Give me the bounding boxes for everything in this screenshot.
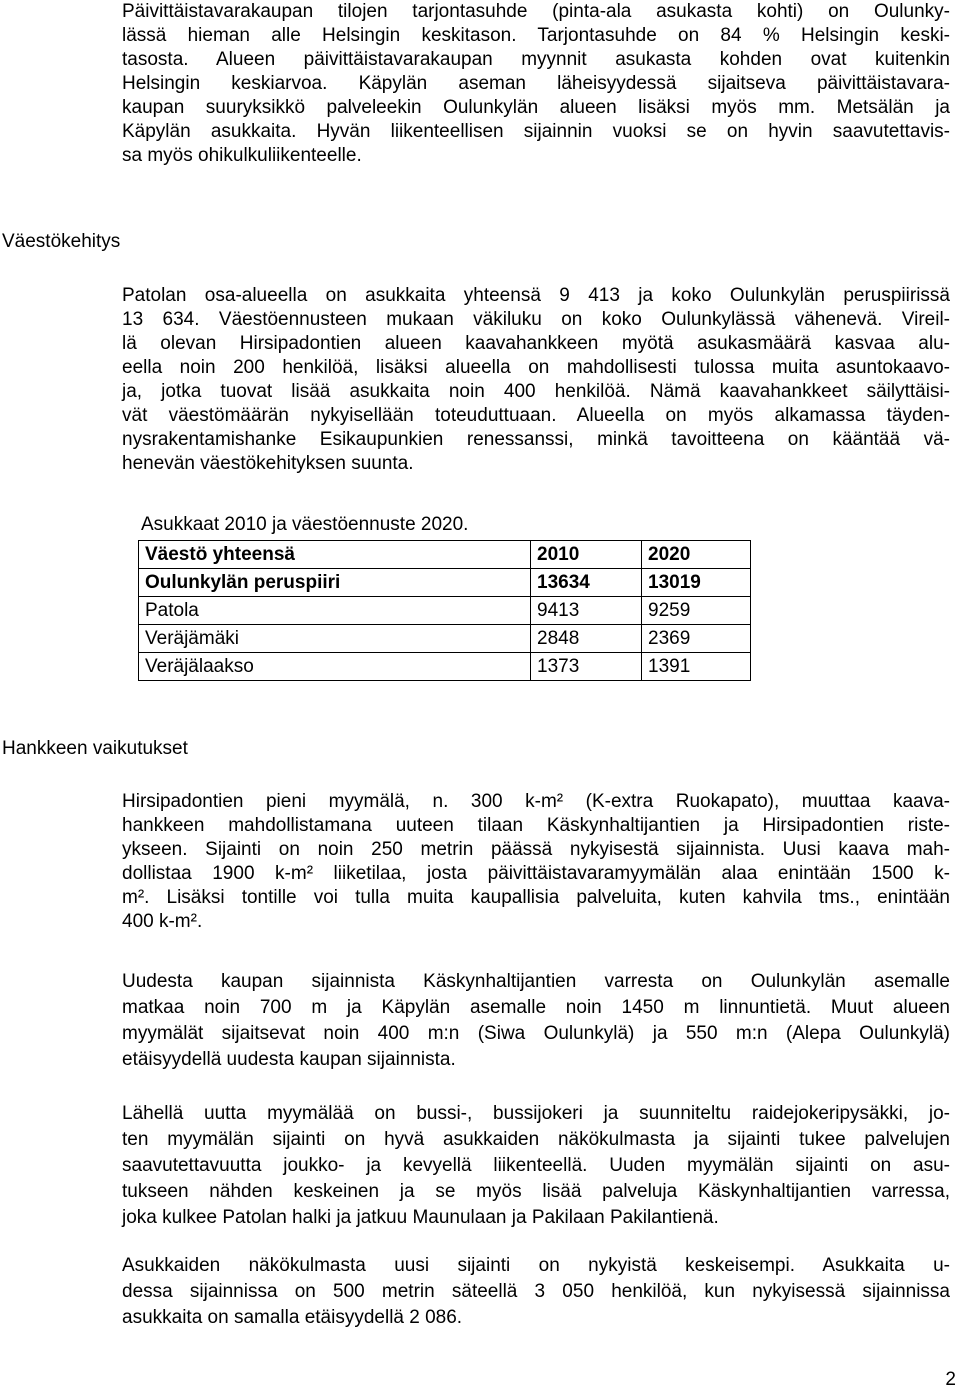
page-number: 2 (945, 1369, 956, 1390)
text-line: Päivittäistavarakaupan tilojen tarjontasuhde (pinta-ala asukasta kohti) on Oulunky- (122, 1, 950, 22)
section-heading-population: Väestökehitys (2, 231, 121, 252)
table-cell: Oulunkylän peruspiiri (139, 569, 531, 597)
text-line: Asukkaiden näkökulmasta uusi sijainti on nykyistä keskeisempi. Asukkaita u- (122, 1255, 950, 1276)
text-line: 400 k-m². (122, 911, 203, 932)
text-line: matkaa noin 700 m ja Käpylän asemalle noin 1450 m linnuntietä. Muut alueen (122, 997, 950, 1018)
table-cell: 2020 (642, 541, 751, 569)
text-line: hankkeen mahdollistamana uuteen tilaan Käskynhaltijantien ja Hirsipadontien riste- (122, 815, 950, 836)
table-row (139, 625, 751, 653)
table-header-row (139, 541, 751, 569)
table-cell: 2848 (531, 625, 642, 653)
text-line: Hirsipadontien pieni myymälä, n. 300 k-m² (K-extra Ruokapato), muuttaa kaava- (122, 791, 950, 812)
text-line: Patolan osa-alueella on asukkaita yhteensä 9 413 ja koko Oulunkylän peruspiirissä (122, 285, 950, 306)
text-line: eella noin 200 henkilöä, lisäksi alueella on mahdollisesti tulossa muita asuntokaavo- (122, 357, 950, 378)
table-row (139, 569, 751, 597)
text-line: m². Lisäksi tontille voi tulla muita kaupallisia palveluita, kuten kahvila tms., enintään (122, 887, 950, 908)
text-line: dessa sijainnissa on 500 metrin säteellä 3 050 henkilöä, kun nykyisessä sijainnissa (122, 1281, 950, 1302)
text-line: etäisyydellä uudesta kaupan sijainnista. (122, 1049, 456, 1070)
text-line: Lähellä uutta myymälää on bussi-, bussijokeri ja suunniteltu raidejokeripysäkki, jo- (122, 1103, 950, 1124)
text-line: tasosta. Alueen päivittäistavarakaupan myynnit asukasta kohden ovat kuitenkin (122, 49, 950, 70)
text-line: asukkaita on samalla etäisyydellä 2 086. (122, 1307, 463, 1328)
table-row (139, 653, 751, 681)
text-line: ten myymälän sijainti on hyvä asukkaiden näkökulmasta ja sijainti tukee palvelujen (122, 1129, 950, 1150)
text-line: lässä hieman alle Helsingin keskitason. Tarjontasuhde on 84 % Helsingin keski- (122, 25, 950, 46)
text-line: lä olevan Hirsipadontien alueen kaavahankkeen myötä asukasmäärä kasvaa alu- (122, 333, 950, 354)
table-cell: 1391 (642, 653, 751, 681)
table-caption: Asukkaat 2010 ja väestöennuste 2020. (141, 514, 469, 535)
text-line: Uudesta kaupan sijainnista Käskynhaltijantien varresta on Oulunkylän asemalle (122, 971, 950, 992)
text-line: Käpylän asukkaita. Hyvän liikenteellisen sijainnin vuoksi se on hyvin saavutettavis- (122, 121, 950, 142)
section-heading-impacts: Hankkeen vaikutukset (2, 738, 188, 759)
table-cell: 13019 (642, 569, 751, 597)
text-line: tukseen nähden keskeinen ja se myös lisää palveluja Käskynhaltijantien varressa, (122, 1181, 950, 1202)
table-cell: Veräjämäki (139, 625, 531, 653)
table-cell: 9413 (531, 597, 642, 625)
table-cell: 2010 (531, 541, 642, 569)
table-cell: Patola (139, 597, 531, 625)
table-cell: 9259 (642, 597, 751, 625)
text-line: sa myös ohikulkuliikenteelle. (122, 145, 362, 166)
text-line: nysrakentamishanke Esikaupunkien renessanssi, minkä tavoitteena on kääntää vä- (122, 429, 950, 450)
table-cell: 13634 (531, 569, 642, 597)
text-line: joka kulkee Patolan halki ja jatkuu Maunulaan ja Pakilaan Pakilantienä. (122, 1207, 719, 1228)
text-line: 13 634. Väestöennusteen mukaan väkiluku on koko Oulunkylässä vähenevä. Vireil- (122, 309, 950, 330)
text-line: saavutettavuutta joukko- ja kevyellä liikenteellä. Uuden myymälän sijainti on asu- (122, 1155, 950, 1176)
text-line: kaupan suuryksikkö palveleekin Oulunkylän alueen lisäksi myös mm. Metsälän ja (122, 97, 950, 118)
text-line: ja, jotka tuovat lisää asukkaita noin 400 henkilöä. Nämä kaavahankkeet säilyttäisi- (122, 381, 950, 402)
table-cell: 2369 (642, 625, 751, 653)
population-table (138, 540, 751, 681)
table-cell: Väestö yhteensä (139, 541, 531, 569)
text-line: vät väestömäärän nykyisellään toteuduttuaan. Alueella on myös alkamassa täyden- (122, 405, 950, 426)
text-line: Helsingin keskiarvoa. Käpylän aseman läheisyydessä sijaitseva päivittäistavara- (122, 73, 950, 94)
text-line: dollistaa 1900 k-m² liiketilaa, josta päivittäistavaramyymälän alaa enintään 1500 k- (122, 863, 950, 884)
table-cell: 1373 (531, 653, 642, 681)
text-line: ykseen. Sijainti on noin 250 metrin päässä nykyisestä sijainnista. Uusi kaava mah- (122, 839, 950, 860)
table-cell: Veräjälaakso (139, 653, 531, 681)
text-line: myymälät sijaitsevat noin 400 m:n (Siwa Oulunkylä) ja 550 m:n (Alepa Oulunkylä) (122, 1023, 950, 1044)
text-line: henevän väestökehityksen suunta. (122, 453, 414, 474)
table-row (139, 597, 751, 625)
